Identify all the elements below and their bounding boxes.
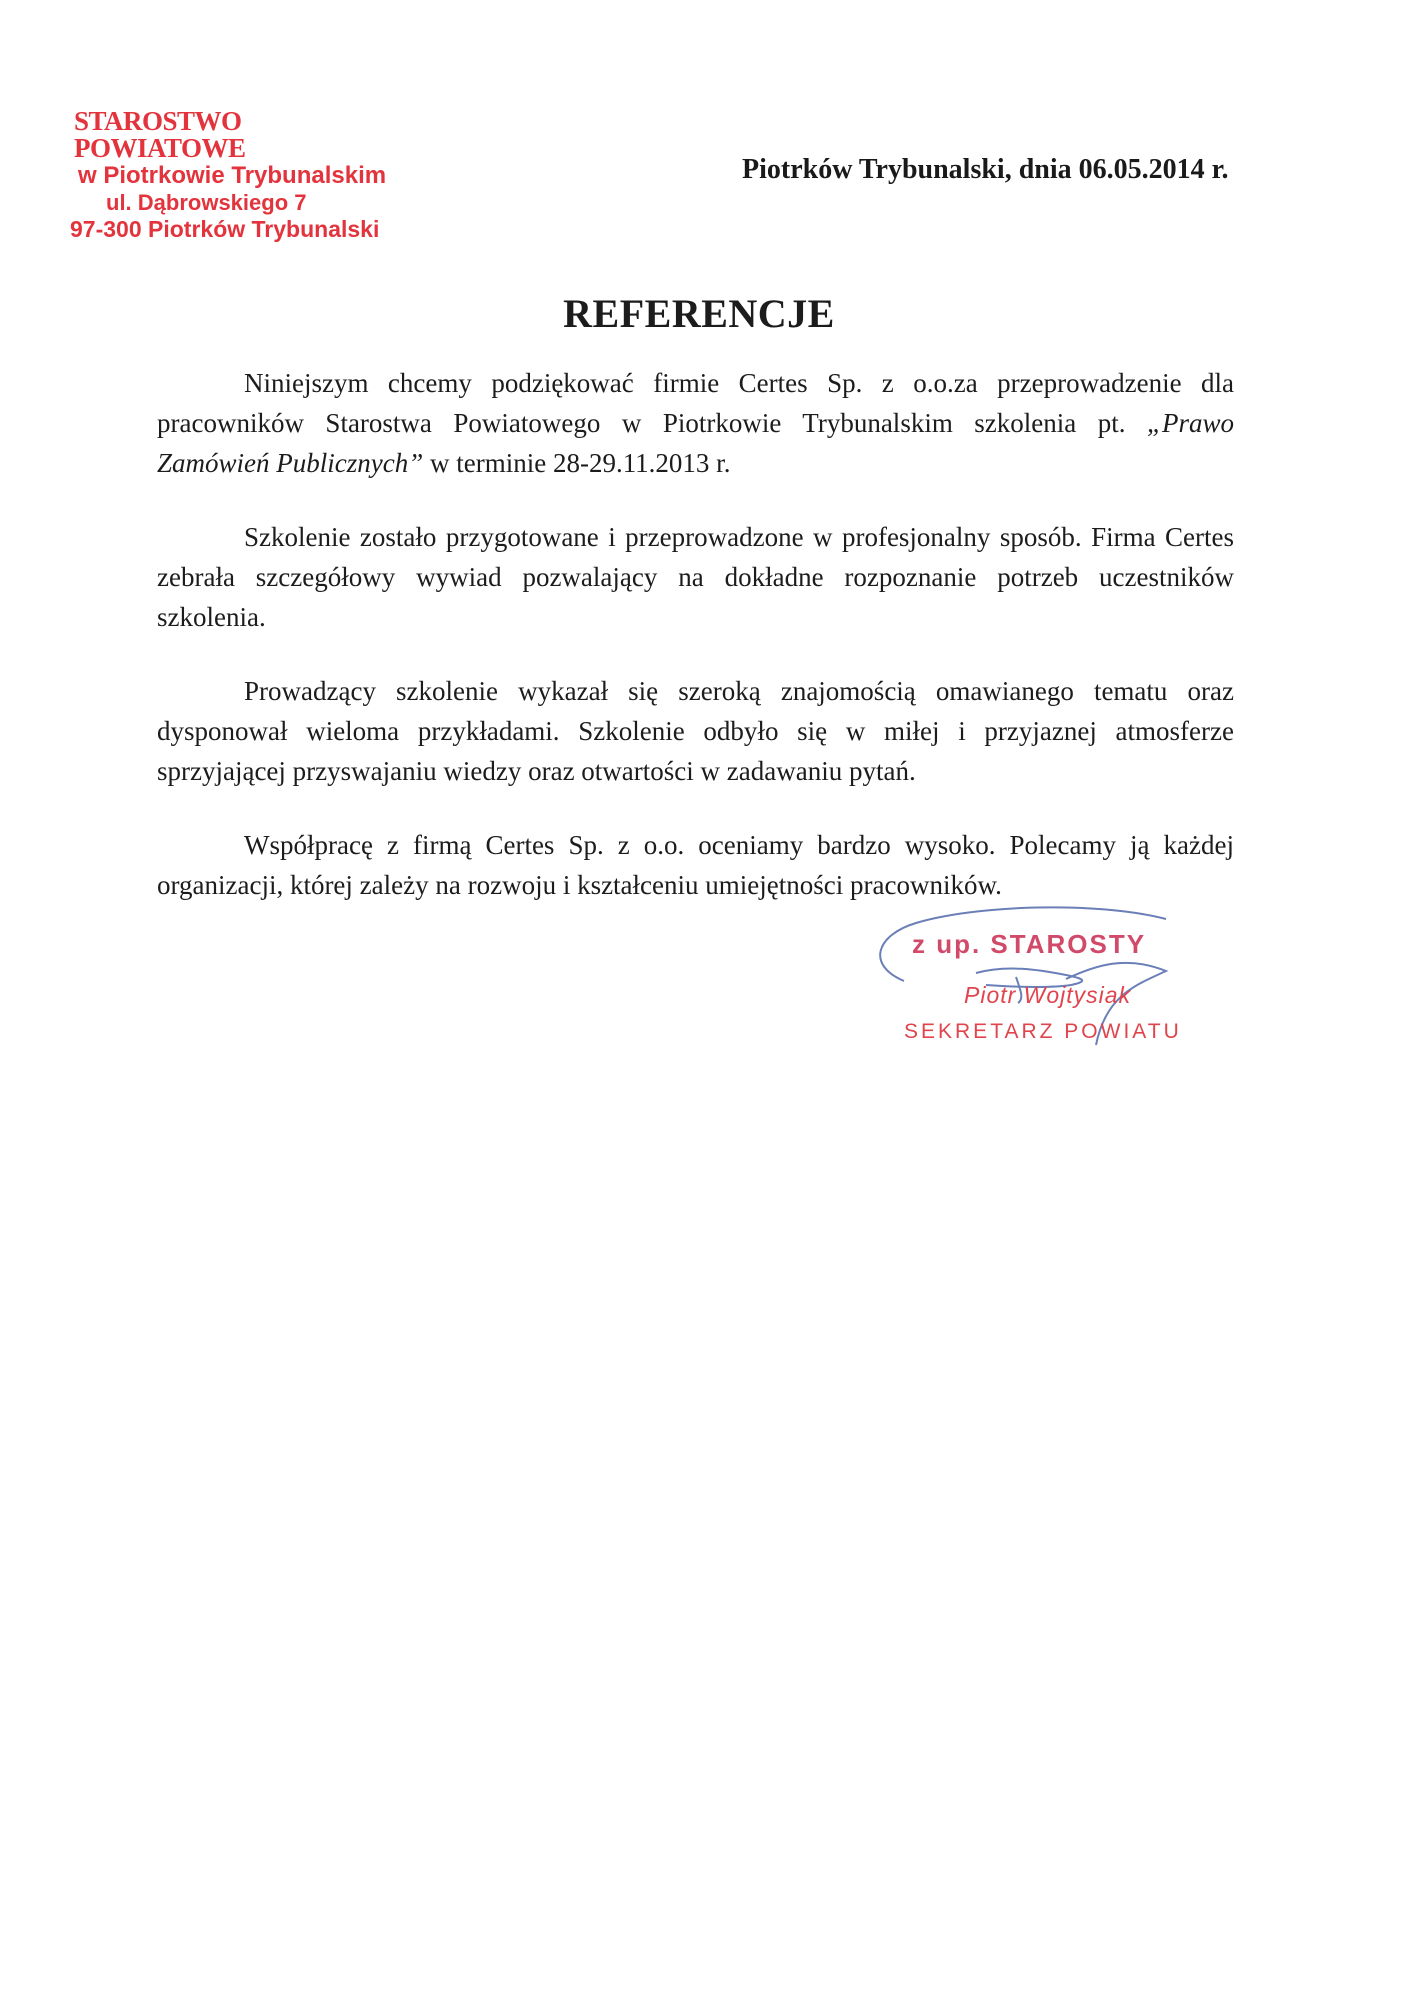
paragraph-1-text: Niniejszym chcemy podziękować firmie Certes Sp. z o.o.za przeprowadzenie dla pracowników Starostwa Powiatowego w Piotrkowie Trybunalskim szkolenia pt. bbox=[157, 368, 1234, 438]
paragraph-3: Prowadzący szkolenie wykazał się szeroką znajomością omawianego tematu oraz dysponował wieloma przykładami. Szkolenie odbyło się w miłej i przyjaznej atmosferze sprzyjającej przyswajaniu wiedzy oraz otwartości w zadawaniu pytań. bbox=[157, 676, 1234, 786]
document-title-text: REFERENCJE bbox=[563, 291, 835, 336]
document-title bbox=[0, 290, 1414, 337]
stamp-line-postal: 97-300 Piotrków Trybunalski bbox=[70, 216, 380, 242]
paragraph-1 bbox=[157, 363, 1234, 483]
paragraph-4: Współpracę z firmą Certes Sp. z o.o. oceniamy bardzo wysoko. Polecamy ją każdej organizacji, której zależy na rozwoju i kształceniu umiejętności pracowników. bbox=[157, 830, 1234, 900]
paragraph-2: Szkolenie zostało przygotowane i przeprowadzone w profesjonalny sposób. Firma Certes zebrała szczegółowy wywiad pozwalający na dokładne rozpoznanie potrzeb uczestników szkolenia. bbox=[157, 522, 1234, 632]
stamp-line-office: STAROSTWO POWIATOWE bbox=[74, 106, 246, 163]
signature-authority: z up. STAROSTY bbox=[912, 929, 1147, 959]
signature-block bbox=[866, 895, 1226, 1065]
paragraph-1-date: w terminie 28-29.11.2013 r. bbox=[423, 448, 731, 478]
signatory-position: SEKRETARZ POWIATU bbox=[904, 1020, 1182, 1043]
date-line: Piotrków Trybunalski, dnia 06.05.2014 r. bbox=[742, 154, 1229, 185]
stamp-line-city: w Piotrkowie Trybunalskim bbox=[78, 162, 387, 189]
stamp-line-street: ul. Dąbrowskiego 7 bbox=[106, 190, 307, 215]
letter-body bbox=[157, 363, 1234, 939]
office-stamp bbox=[64, 108, 404, 243]
signatory-name: Piotr Wojtysiak bbox=[964, 982, 1132, 1008]
training-title: „Prawo Zamówień Publicznych” bbox=[157, 408, 1234, 478]
